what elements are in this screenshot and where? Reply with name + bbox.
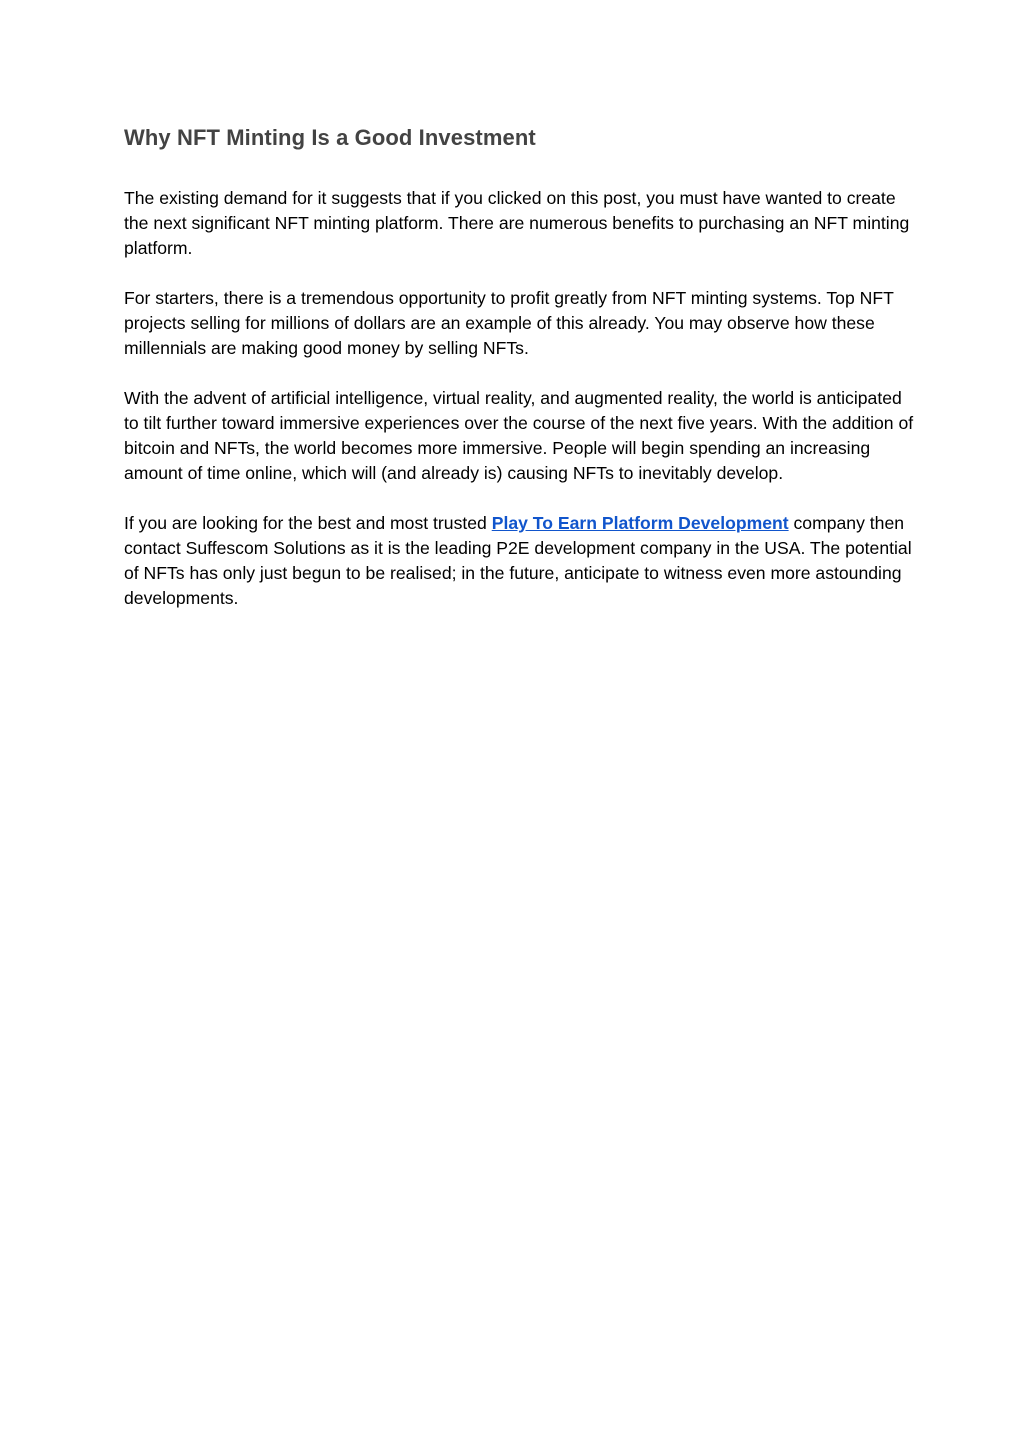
- paragraph-4: [124, 511, 914, 611]
- paragraph-3: With the advent of artificial intelligence, virtual reality, and augmented reality, the world is anticipated to tilt further toward immersive experiences over the course of the next five years. With the addition of bitcoin and NFTs, the world becomes more immersive. People will begin spending an increasing amount of time online, which will (and already is) causing NFTs to inevitably develop.: [124, 388, 914, 483]
- document-body: [124, 186, 914, 611]
- paragraph-4-intro: If you are looking for the best and most trusted: [124, 513, 492, 533]
- play-to-earn-link[interactable]: Play To Earn Platform Development: [491, 513, 789, 533]
- document-content: [124, 122, 914, 636]
- paragraph-1: The existing demand for it suggests that if you clicked on this post, you must have wanted to create the next significant NFT minting platform. There are numerous benefits to purchasing an NFT minting platform.: [124, 188, 910, 258]
- paragraph-4-rest: company then contact Suffescom Solutions as it is the leading P2E development company in the USA. The potential of NFTs has only just begun to be realised; in the future, anticipate to witness even more astounding developments.: [124, 513, 912, 608]
- document-title: Why NFT Minting Is a Good Investment: [124, 125, 536, 150]
- paragraph-2: For starters, there is a tremendous opportunity to profit greatly from NFT minting systems. Top NFT projects selling for millions of dollars are an example of this already. You may observe how these millennials are making good money by selling NFTs.: [124, 288, 894, 358]
